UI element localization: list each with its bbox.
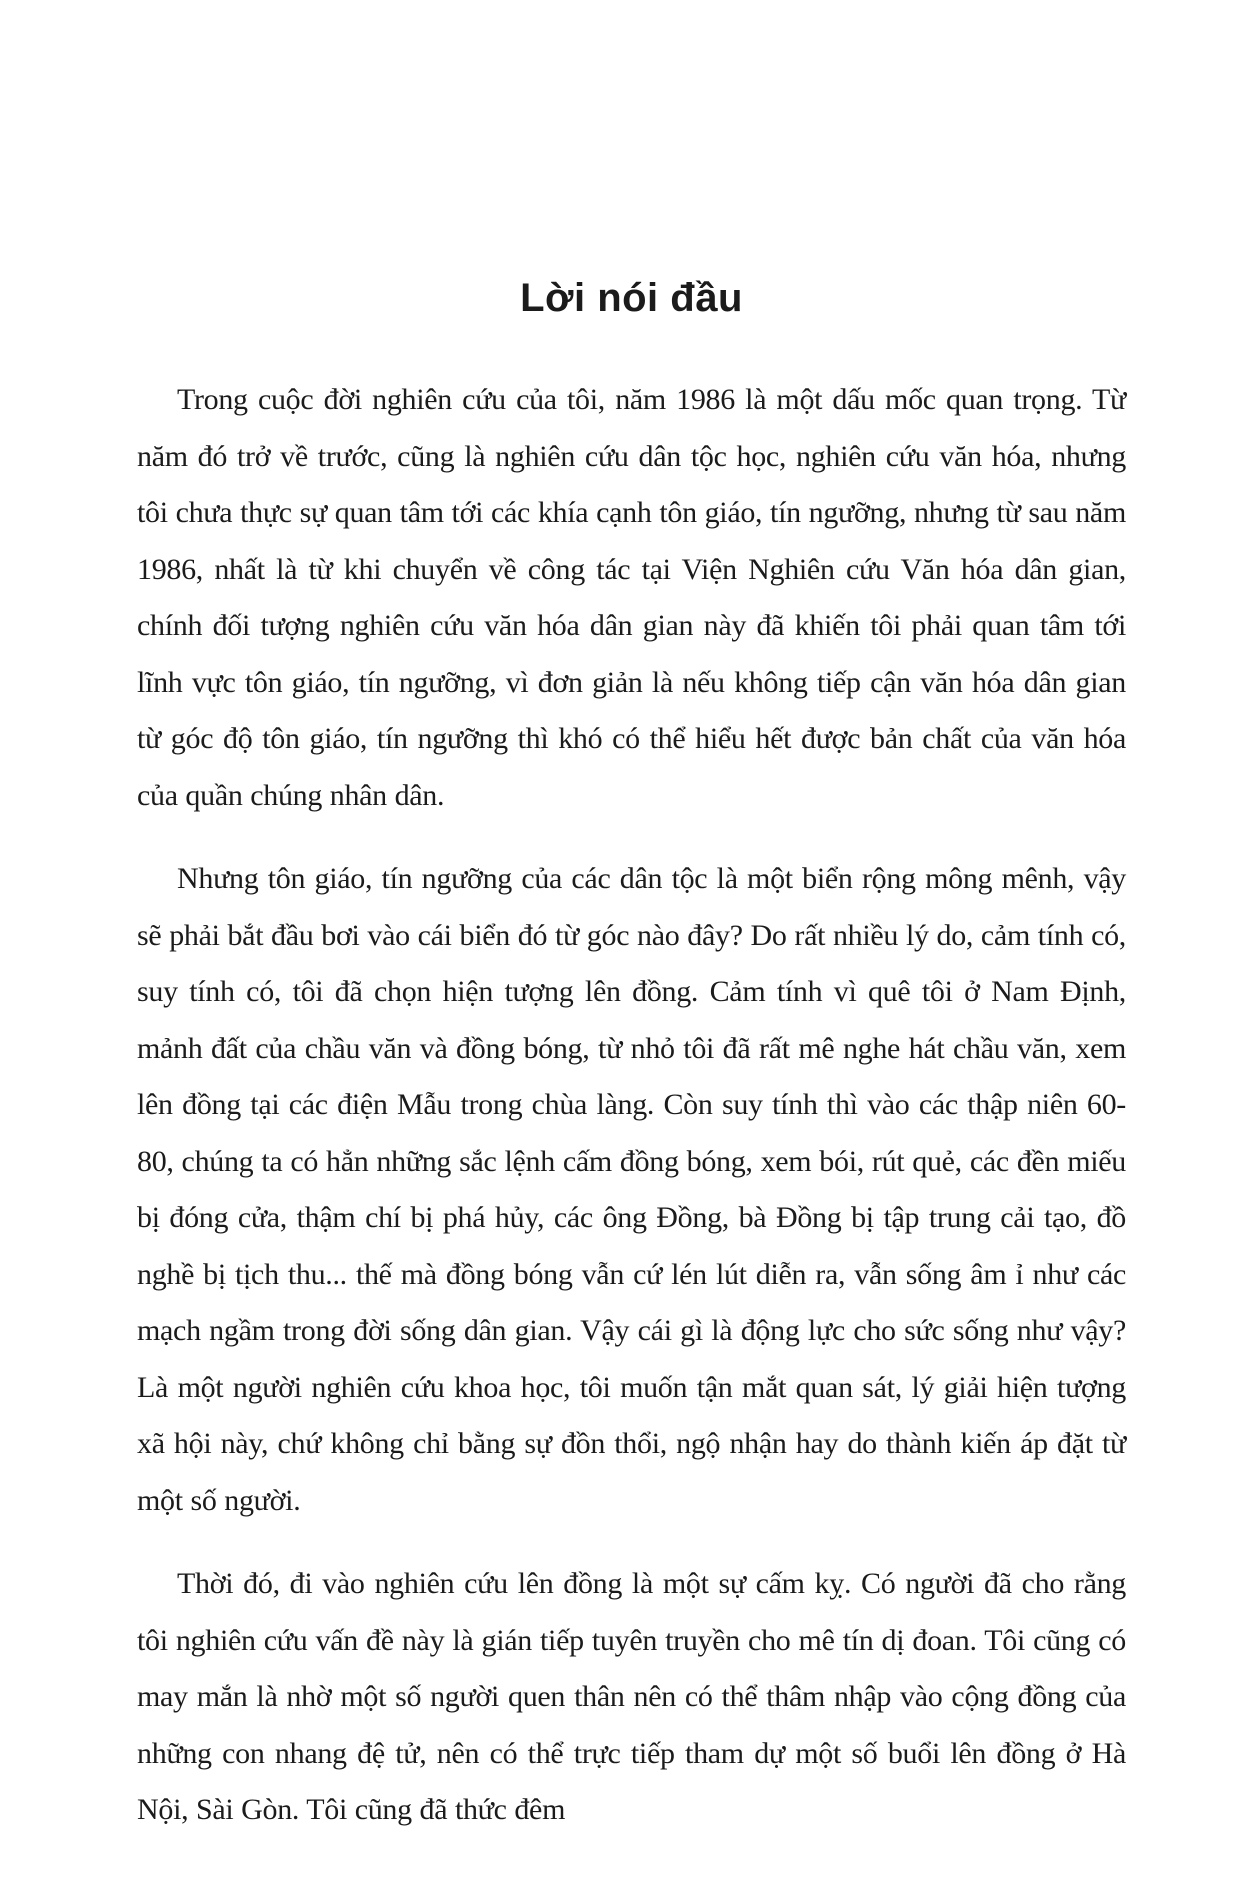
page-title: Lời nói đầu (520, 276, 743, 320)
paragraph-2: Nhưng tôn giáo, tín ngưỡng của các dân tộc là một biển rộng mông mênh, vậy sẽ phải bắt đầu bơi vào cái biển đó từ góc nào đây? Do rất nhiều lý do, cảm tính có, suy tính có, tôi đã chọn hiện tượng lên đồng. Cảm tính vì quê tôi ở Nam Định, mảnh đất của chầu văn và đồng bóng, từ nhỏ tôi đã rất mê nghe hát chầu văn, xem lên đồng tại các điện Mẫu trong chùa làng. Còn suy tính thì vào các thập niên 60-80, chúng ta có hẳn những sắc lệnh cấm đồng bóng, xem bói, rút quẻ, các đền miếu bị đóng cửa, thậm chí bị phá hủy, các ông Đồng, bà Đồng bị tập trung cải tạo, đồ nghề bị tịch thu... thế mà đồng bóng vẫn cứ lén lút diễn ra, vẫn sống âm ỉ như các mạch ngầm trong đời sống dân gian. Vậy cái gì là động lực cho sức sống như vậy? Là một người nghiên cứu khoa học, tôi muốn tận mắt quan sát, lý giải hiện tượng xã hội này, chứ không chỉ bằng sự đồn thổi, ngộ nhận hay do thành kiến áp đặt từ một số người. (137, 862, 1126, 1517)
paragraph-3: Thời đó, đi vào nghiên cứu lên đồng là một sự cấm kỵ. Có người đã cho rằng tôi nghiên cứu vấn đề này là gián tiếp tuyên truyền cho mê tín dị đoan. Tôi cũng có may mắn là nhờ một số người quen thân nên có thể thâm nhập vào cộng đồng của những con nhang đệ tử, nên có thể trực tiếp tham dự một số buổi lên đồng ở Hà Nội, Sài Gòn. Tôi cũng đã thức đêm (137, 1567, 1126, 1826)
paragraph-1: Trong cuộc đời nghiên cứu của tôi, năm 1986 là một dấu mốc quan trọng. Từ năm đó trở về trước, cũng là nghiên cứu dân tộc học, nghiên cứu văn hóa, nhưng tôi chưa thực sự quan tâm tới các khía cạnh tôn giáo, tín ngưỡng, nhưng từ sau năm 1986, nhất là từ khi chuyển về công tác tại Viện Nghiên cứu Văn hóa dân gian, chính đối tượng nghiên cứu văn hóa dân gian này đã khiến tôi phải quan tâm tới lĩnh vực tôn giáo, tín ngưỡng, vì đơn giản là nếu không tiếp cận văn hóa dân gian từ góc độ tôn giáo, tín ngưỡng thì khó có thể hiểu hết được bản chất của văn hóa của quần chúng nhân dân. (137, 383, 1126, 812)
